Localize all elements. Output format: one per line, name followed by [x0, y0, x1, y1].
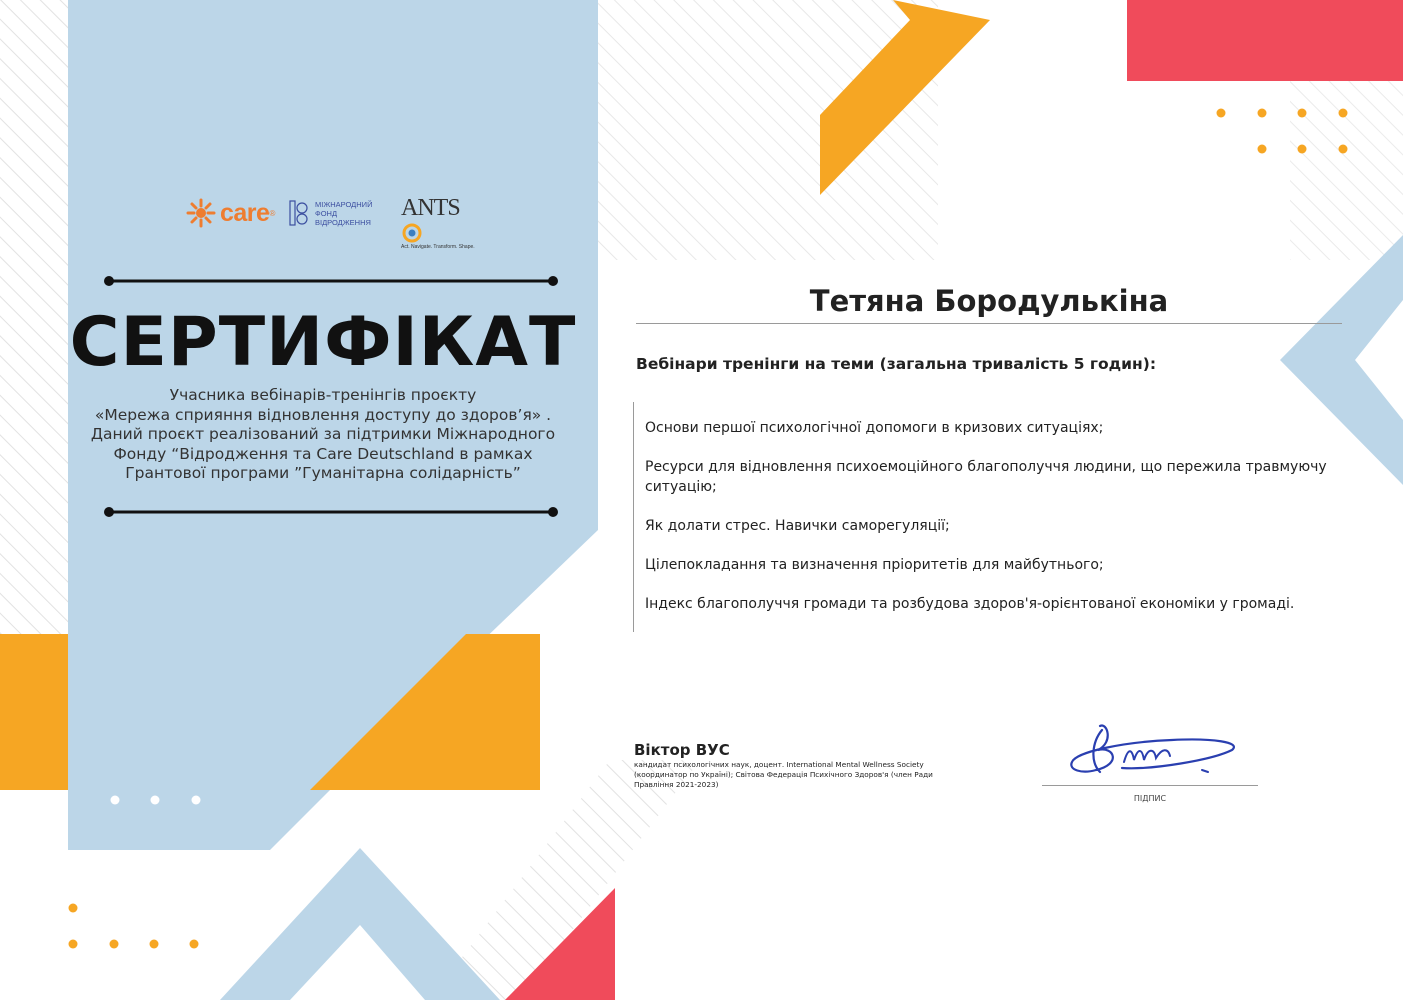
signature-label: ПІДПИС — [1133, 794, 1167, 803]
signer-title: кандидат психологічних наук, доцент. International Mental Wellness Society (координатор по Україні); Світова Федерація Психічного Здоров'я (член Ради Правління 2021-2023) — [634, 760, 933, 789]
topic-item: Основи першої психологічної допомоги в кризових ситуаціях; — [645, 420, 1104, 436]
care-sun-icon — [186, 198, 216, 228]
description-line: Учасника вебінарів-тренінгів проєкту — [169, 386, 477, 404]
topic-item: Цілепокладання та визначення пріоритетів для майбутнього; — [645, 557, 1104, 573]
irf-line-2: ФОНД — [315, 208, 338, 218]
topics-left-rule — [633, 402, 634, 632]
name-underline — [636, 323, 1342, 324]
red-block-top — [1127, 0, 1403, 81]
orange-block-left — [0, 634, 70, 790]
signature-line — [1042, 785, 1258, 786]
orange-dots-bottom-left — [69, 904, 199, 949]
stripe-band-top — [598, 0, 938, 260]
irf-line-1: МІЖНАРОДНИЙ — [315, 199, 373, 209]
care-reg-mark: ® — [269, 208, 276, 218]
recipient-name: Тетяна Бородулькіна — [809, 284, 1169, 318]
irf-mark-icon — [289, 199, 309, 227]
ants-tagline: Act. Navigate. Transform. Shape. — [401, 244, 475, 250]
topic-item: Ресурси для відновлення психоемоційного благополуччя людини, що пережила травмуючу ситуацію; — [645, 459, 1327, 495]
irf-line-3: ВІДРОДЖЕННЯ — [315, 217, 371, 227]
irf-logo — [289, 197, 385, 229]
certificate-description — [70, 386, 576, 484]
handwritten-signature — [1062, 712, 1252, 792]
ants-logo — [401, 195, 486, 250]
ants-logo-text: ANTS — [401, 195, 460, 221]
topics-list — [645, 418, 1335, 633]
ants-circle-icon — [401, 222, 423, 244]
description-line: Даний проєкт реалізований за підтримки Міжнародного — [90, 425, 556, 443]
blue-chevron-bottom — [220, 848, 500, 1000]
description-line: Фонду “Відродження та Care Deutschland в рамках — [113, 444, 533, 463]
signer-name: Віктор ВУС — [634, 741, 730, 759]
care-logo — [186, 197, 275, 229]
topic-item: Індекс благополуччя громади та розбудова здоров'я-орієнтованої економіки у громаді. — [645, 596, 1295, 612]
partner-logos — [186, 193, 486, 250]
certificate-title: СЕРТИФІКАТ — [69, 303, 577, 382]
description-line: «Мережа сприяння відновлення доступу до здоров’я» . — [94, 405, 552, 424]
program-subtitle: Вебінари тренінги на теми (загальна тривалість 5 годин): — [636, 355, 1157, 373]
stripe-band-left — [0, 0, 70, 640]
topic-item: Як долати стрес. Навички саморегуляції; — [645, 518, 950, 534]
irf-logo-text — [315, 200, 385, 227]
description-line: Грантової програми ”Гуманітарна солідарність” — [125, 464, 521, 482]
care-logo-text: care — [220, 198, 270, 227]
